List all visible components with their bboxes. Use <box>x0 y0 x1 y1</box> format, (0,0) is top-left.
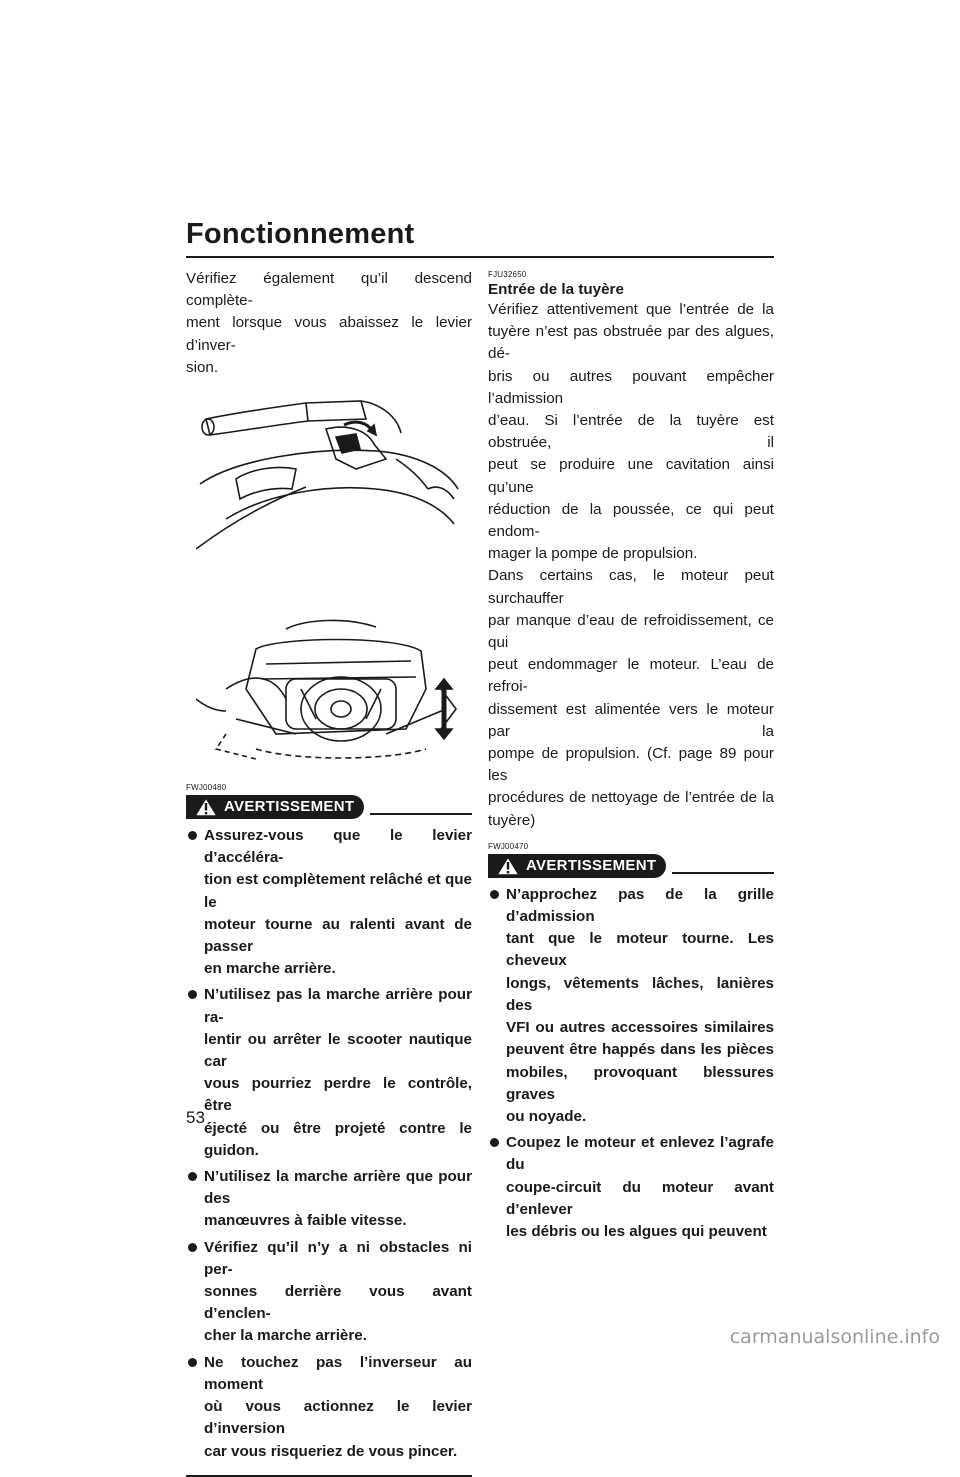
bullet-dot-icon <box>188 1358 197 1367</box>
text-line: Ne touchez pas l’inverseur au moment <box>204 1353 472 1393</box>
text-line: peut se produire une cavitation ainsi qu’une <box>488 456 774 496</box>
text-line: manœuvres à faible vitesse. <box>204 1212 407 1230</box>
bullet-dot-icon <box>188 1243 197 1252</box>
paragraph-2 <box>488 565 774 831</box>
warning-triangle-icon <box>496 856 520 876</box>
warning-label: AVERTISSEMENT <box>224 798 355 816</box>
text-line: les débris ou les algues qui peuvent <box>506 1222 767 1240</box>
bullet-dot-icon <box>188 831 197 840</box>
text-line: où vous actionnez le levier d’inversion <box>204 1398 472 1438</box>
bullet-dot-icon <box>490 1138 499 1147</box>
text-line: en marche arrière. <box>204 960 336 978</box>
text-line: Assurez-vous que le levier d’accéléra- <box>204 827 472 867</box>
warning-end-rule <box>186 1475 472 1477</box>
text-line: longs, vêtements lâches, lanières des <box>506 974 774 1014</box>
text-line: Dans certains cas, le moteur peut surchauffer <box>488 567 774 607</box>
warning-header <box>488 854 774 880</box>
warning-badge <box>186 795 364 819</box>
text-line: tant que le moteur tourne. Les cheveux <box>506 930 774 970</box>
warning-header <box>186 795 472 821</box>
text-line: Vérifiez attentivement que l’entrée de la <box>488 301 774 318</box>
text-line: moteur tourne au ralenti avant de passer <box>204 915 472 956</box>
text-line: VFI ou autres accessoires similaires <box>506 1019 774 1037</box>
title-rule <box>186 256 774 258</box>
text-line: sonnes derrière vous avant d’enclen- <box>204 1283 472 1323</box>
text-line: cher la marche arrière. <box>204 1327 367 1345</box>
warning-code: FWJ00480 <box>186 783 227 793</box>
intro-paragraph <box>186 268 472 379</box>
text-line: bris ou autres pouvant empêcher l’admission <box>488 367 774 407</box>
page-number: 53 <box>186 1108 205 1127</box>
text-line: d’eau. Si l’entrée de la tuyère est obstruée, il <box>488 412 774 452</box>
text-line: N’approchez pas de la grille d’admission <box>506 885 774 926</box>
text-line: mager la pompe de propulsion. <box>488 545 698 563</box>
text-line: coupe-circuit du moteur avant d’enlever <box>506 1178 774 1218</box>
bullet-dot-icon <box>490 890 499 899</box>
text-line: tuyère) <box>488 811 536 829</box>
section-heading: Entrée de la tuyère <box>488 281 624 298</box>
text-line: mobiles, provoquant blessures graves <box>506 1063 774 1103</box>
warning-item <box>186 1237 472 1348</box>
section-code: FJU32650 <box>488 270 527 279</box>
warning-item <box>488 1132 774 1243</box>
warning-list <box>488 884 774 1243</box>
text-line: par manque d’eau de refroidissement, ce qui <box>488 611 774 652</box>
left-column <box>186 268 472 1477</box>
text-line: procédures de nettoyage de l’entrée de la <box>488 789 774 807</box>
warning-item <box>488 884 774 1128</box>
text-line: sion. <box>186 358 219 376</box>
text-line: réduction de la poussée, ce qui peut endom- <box>488 500 774 541</box>
text-line: car vous risqueriez de vous pincer. <box>204 1442 458 1460</box>
jet-ski-reverse-lever-illustration <box>196 389 466 779</box>
text-line: ou noyade. <box>506 1107 587 1125</box>
text-line: peut endommager le moteur. L’eau de refroi- <box>488 656 774 696</box>
right-column <box>488 268 774 1247</box>
text-line: tuyère n’est pas obstruée par des algues, dé- <box>488 323 774 363</box>
warning-rule <box>672 872 774 874</box>
bullet-dot-icon <box>188 990 197 999</box>
warning-item <box>186 984 472 1162</box>
text-line: N’utilisez la marche arrière que pour des <box>204 1168 472 1208</box>
warning-label: AVERTISSEMENT <box>526 856 657 874</box>
text-line: dissement est alimentée vers le moteur par la <box>488 700 774 740</box>
text-line: N’utilisez pas la marche arrière pour ra- <box>204 986 472 1026</box>
page-title: Fonctionnement <box>186 218 415 250</box>
warning-rule <box>370 813 472 815</box>
text-line: lentir ou arrêter le scooter nautique car <box>204 1030 472 1071</box>
text-line: ment lorsque vous abaissez le levier d’inver- <box>186 314 472 354</box>
warning-item <box>186 825 472 980</box>
text-line: peuvent être happés dans les pièces <box>506 1041 774 1059</box>
warning-triangle-icon <box>194 797 218 817</box>
text-line: tion est complètement relâché et que le <box>204 871 472 911</box>
text-line: vous pourriez perdre le contrôle, être <box>204 1075 472 1115</box>
text-line: éjecté ou être projeté contre le guidon. <box>204 1119 472 1159</box>
text-line: Vérifiez également qu’il descend complète- <box>186 270 472 310</box>
text-line: Coupez le moteur et enlevez l’agrafe du <box>506 1134 774 1174</box>
warning-code: FWJ00470 <box>488 841 529 851</box>
warning-item <box>186 1352 472 1463</box>
bullet-dot-icon <box>188 1172 197 1181</box>
text-line: pompe de propulsion. (Cf. page 89 pour les <box>488 745 774 785</box>
warning-badge <box>488 854 666 878</box>
paragraph-1 <box>488 299 774 565</box>
warning-list <box>186 825 472 1463</box>
text-line: Vérifiez qu’il n’y a ni obstacles ni per- <box>204 1238 472 1278</box>
warning-item <box>186 1166 472 1233</box>
watermark[interactable]: carmanualsonline.info <box>729 1326 940 1348</box>
